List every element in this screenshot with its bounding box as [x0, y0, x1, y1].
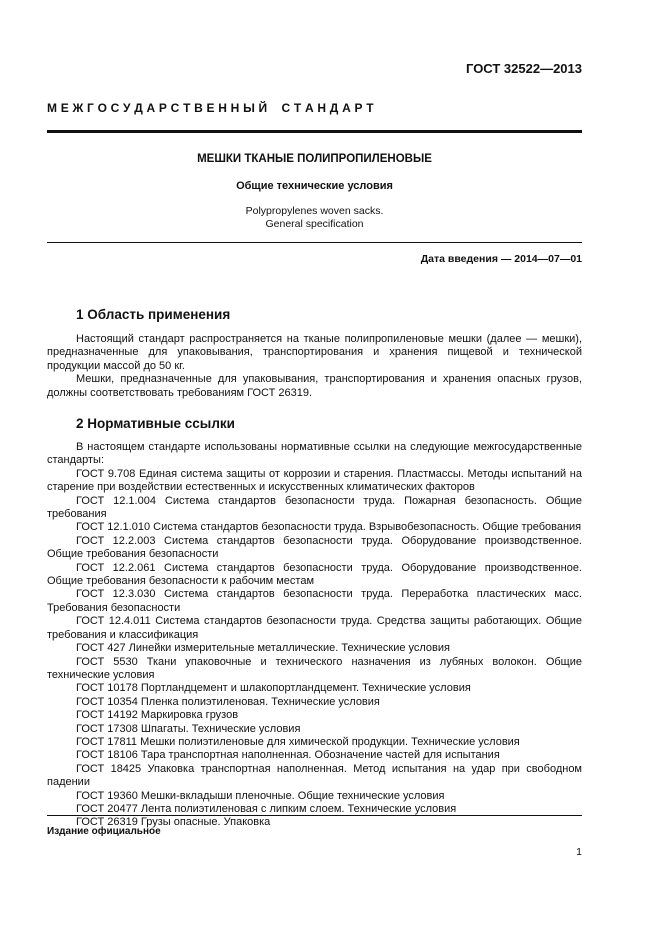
- title-rule: [47, 242, 582, 243]
- page-number: 1: [576, 846, 582, 858]
- document-title: МЕШКИ ТКАНЫЕ ПОЛИПРОПИЛЕНОВЫЕ: [197, 153, 432, 165]
- reference-item: ГОСТ 10354 Пленка полиэтиленовая. Технические условия: [76, 695, 380, 708]
- header-rule: [47, 130, 582, 133]
- reference-item: ГОСТ 12.2.003 Система стандартов безопасности труда. Оборудование производственное. Общие требования безопасности: [47, 534, 582, 561]
- section-2-heading: 2 Нормативные ссылки: [76, 416, 235, 431]
- reference-item: ГОСТ 12.1.010 Система стандартов безопасности труда. Взрывобезопасность. Общие требования: [76, 521, 582, 534]
- english-title: [47, 205, 582, 231]
- reference-item: ГОСТ 12.4.011 Система стандартов безопасности труда. Средства защиты работающих. Общие требования и классификация: [47, 615, 582, 641]
- reference-item: ГОСТ 12.3.030 Система стандартов безопасности труда. Переработка пластических масс. Требования безопасности: [47, 588, 582, 614]
- interstate-standard-banner: М Е Ж Г О С У Д А Р С Т В Е Н Н Ы Й С Т А Н Д А Р Т: [47, 101, 374, 115]
- reference-item: ГОСТ 17811 Мешки полиэтиленовые для химической продукции. Технические условия: [76, 735, 520, 748]
- reference-item: ГОСТ 19360 Мешки-вкладыши пленочные. Общие технические условия: [76, 789, 445, 802]
- reference-item: ГОСТ 10178 Портландцемент и шлакопортландцемент. Технические условия: [76, 682, 471, 695]
- reference-item: ГОСТ 12.2.061 Система стандартов безопасности труда. Оборудование производственное. Общие требования безопасности к рабочим местам: [47, 561, 582, 588]
- section-2-body: [47, 441, 582, 830]
- standard-code: ГОСТ 32522—2013: [466, 61, 582, 76]
- footer-rule: [47, 815, 582, 816]
- section-1-body: [47, 333, 582, 400]
- english-title-line-1: Polypropylenes woven sacks.: [245, 205, 384, 217]
- document-subtitle: Общие технические условия: [236, 180, 393, 192]
- reference-item: ГОСТ 18425 Упаковка транспортная наполненная. Метод испытания на удар при свободном падении: [47, 762, 582, 789]
- paragraph: Мешки, предназначенные для упаковывания, транспортирования и хранения опасных грузов, должны соответствовать требованиям ГОСТ 26319.: [47, 373, 582, 399]
- reference-item: ГОСТ 427 Линейки измерительные металлические. Технические условия: [76, 642, 450, 655]
- reference-item: ГОСТ 17308 Шпагаты. Технические условия: [76, 722, 301, 735]
- english-title-line-2: General specification: [265, 218, 364, 230]
- reference-item: ГОСТ 26319 Грузы опасные. Упаковка: [76, 816, 271, 829]
- section-1-heading: 1 Область применения: [76, 307, 231, 322]
- paragraph: В настоящем стандарте использованы нормативные ссылки на следующие межгосударственные стандарты:: [47, 441, 582, 467]
- official-edition-label: Издание официальное: [47, 826, 161, 837]
- reference-item: ГОСТ 20477 Лента полиэтиленовая с липким слоем. Технические условия: [76, 802, 457, 815]
- introduction-date: Дата введения — 2014—07—01: [420, 253, 582, 265]
- paragraph: Настоящий стандарт распространяется на тканые полипропиленовые мешки (далее — мешки), предназначенные для упаковывания, транспортирования и хранения пищевой и технической продукции массой до 50 кг.: [47, 333, 582, 372]
- reference-item: ГОСТ 12.1.004 Система стандартов безопасности труда. Пожарная безопасность. Общие требования: [47, 494, 582, 521]
- reference-item: ГОСТ 14192 Маркировка грузов: [76, 709, 239, 722]
- reference-item: ГОСТ 9.708 Единая система защиты от коррозии и старения. Пластмассы. Методы испытаний на старение при воздействии естественных и искусственных климатических факторов: [47, 467, 582, 494]
- reference-item: ГОСТ 18106 Тара транспортная наполненная. Обозначение частей для испытания: [76, 749, 500, 762]
- reference-item: ГОСТ 5530 Ткани упаковочные и технического назначения из лубяных волокон. Общие технические условия: [47, 655, 582, 681]
